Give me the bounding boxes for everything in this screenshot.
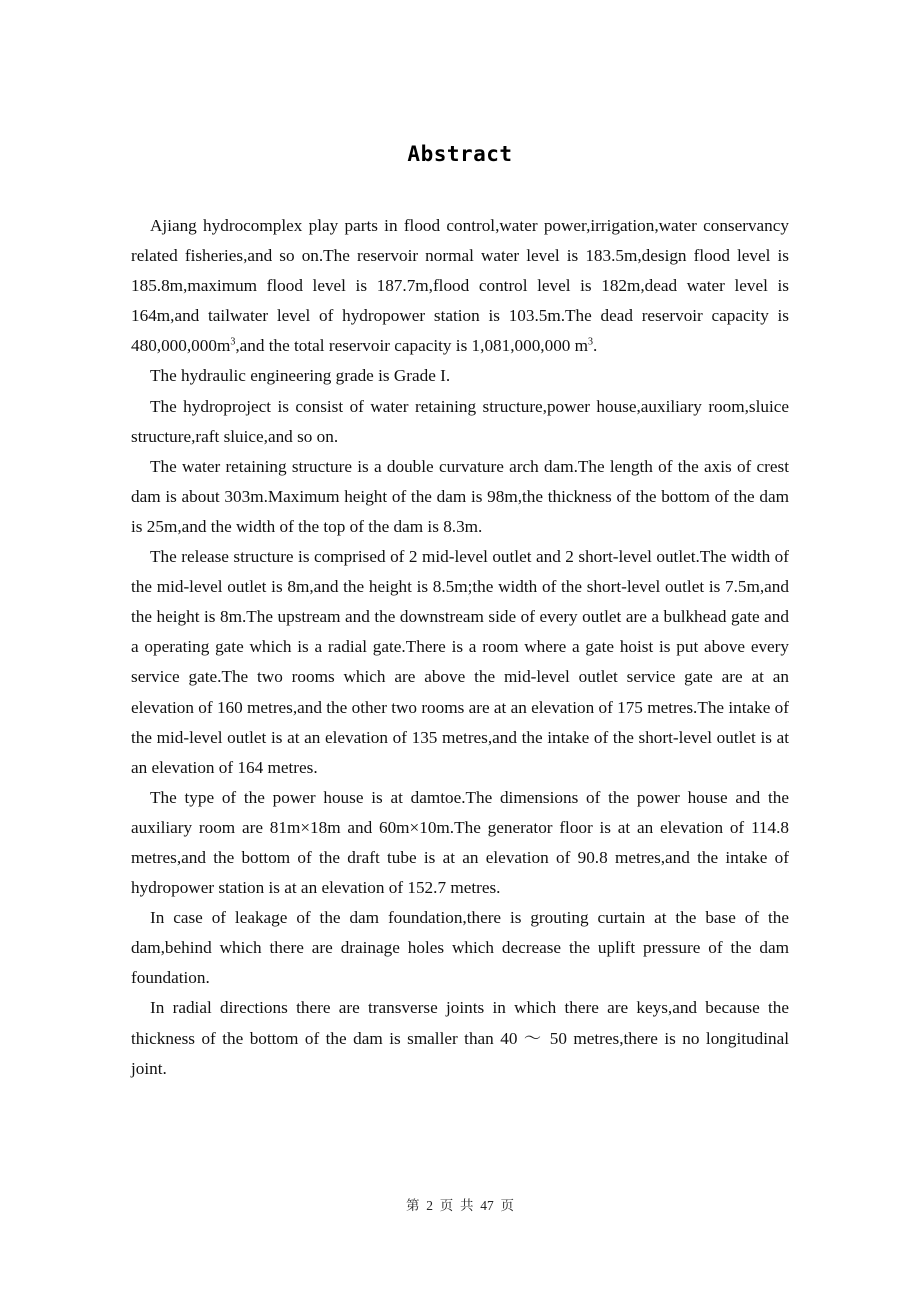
paragraph-release-structure: The release structure is comprised of 2 mid-level outlet and 2 short-level outlet.The width of the mid-level outlet is 8m,and the height is 8.5m;the width of the short-level outlet is 7.5m,and the height is 8m.The upstream and the downstream side of every outlet are a bulkhead gate and a operating gate which is a radial gate.There is a room where a gate hoist is put above every service gate.The two rooms which are above the mid-level outlet service gate are at an elevation of 160 metres,and the other two rooms are at an elevation of 175 metres.The intake of the mid-level outlet is at an elevation of 135 metres,and the intake of the short-level outlet is at an elevation of 164 metres. <box>131 547 789 777</box>
paragraph-grade: The hydraulic engineering grade is Grade I. <box>150 366 451 386</box>
paragraph-components: The hydroproject is consist of water retaining structure,power house,auxiliary room,sluice structure,raft sluice,and so on. <box>131 396 789 446</box>
superscript-cubic: 3 <box>230 336 236 348</box>
superscript-cubic-total: 3 <box>588 336 594 348</box>
paragraph-overview <box>131 211 789 361</box>
paragraph-overview-text-end: . <box>593 336 598 356</box>
paragraph-overview-text: Ajiang hydrocomplex play parts in flood control,water power,irrigation,water conservancy related fisheries,and so on.The reservoir normal water level is 183.5m,design flood level is 185.8m,maximum flood level is 187.7m,flood control level is 182m,dead water level is 164m,and tailwater level of hydropower station is 103.5m.The dead reservoir capacity is 480,000,000m <box>131 216 789 356</box>
paragraph-retaining-structure: The water retaining structure is a double curvature arch dam.The length of the axis of crest dam is about 303m.Maximum height of the dam is 98m,the thickness of the bottom of the dam is 25m,and the width of the top of the dam is 8.3m. <box>131 456 789 536</box>
abstract-body <box>131 211 789 1084</box>
page-number-footer: 第 2 页 共 47 页 <box>406 1198 514 1213</box>
paragraph-power-house: The type of the power house is at damtoe.The dimensions of the power house and the auxiliary room are 81m×18m and 60m×10m.The generator floor is at an elevation of 114.8 metres,and the bottom of the draft tube is at an elevation of 90.8 metres,and the intake of hydropower station is at an elevation of 152.7 metres. <box>131 787 789 898</box>
paragraph-foundation: In case of leakage of the dam foundation,there is grouting curtain at the base of the dam,behind which there are drainage holes which decrease the uplift pressure of the dam foundation. <box>131 908 789 988</box>
paragraph-joints: In radial directions there are transverse joints in which there are keys,and because the thickness of the bottom of the dam is smaller than 40 ～ 50 metres,there is no longitudinal joint. <box>131 998 789 1078</box>
page-title: Abstract <box>407 142 513 166</box>
paragraph-overview-text-continued: ,and the total reservoir capacity is 1,081,000,000 m <box>235 336 589 356</box>
